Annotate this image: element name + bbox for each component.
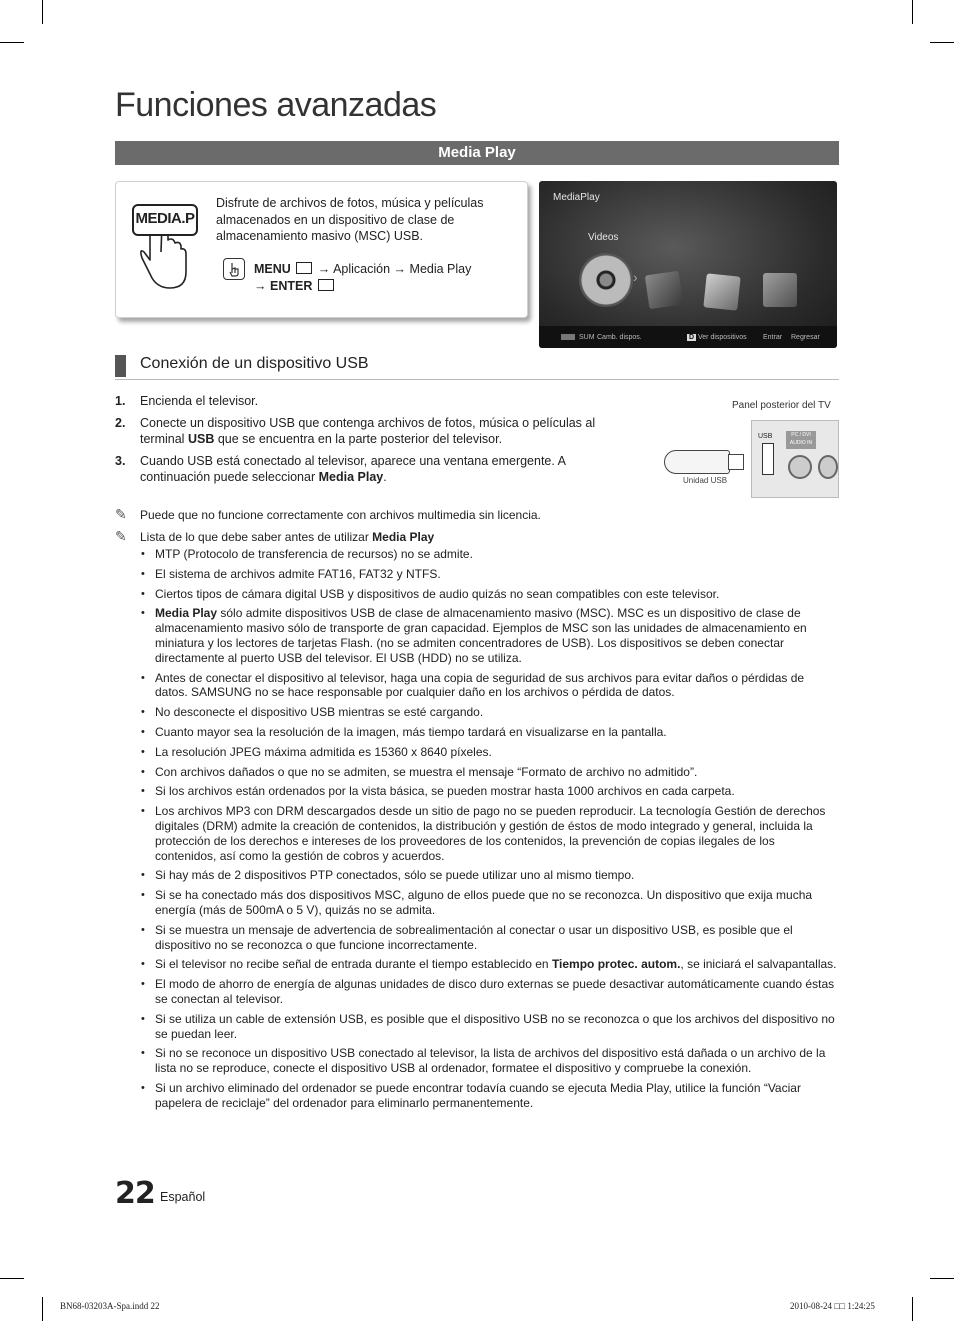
usb-stick-label: Unidad USB bbox=[683, 476, 728, 485]
print-footer-right: 2010-08-24 □□ 1:24:25 bbox=[790, 1301, 875, 1311]
usb-terminal-label: USB bbox=[187, 432, 215, 446]
language-label: Español bbox=[160, 1190, 206, 1204]
audio-jack-icon bbox=[818, 455, 838, 479]
list-item: • MTP (Protocolo de transferencia de recursos) no se admite. bbox=[115, 547, 839, 562]
list-item: • Los archivos MP3 con DRM descargados desde un sitio de pago no se pueden reproducir. La tecnología Gestión de derechos digitales (DRM) admite la creación de contenidos, la distribución y gestión de éstos de modo integrado y general, incluida la protección de los derechos e intereses de los proveedores de los contenidos, la prevención de copias ilegales de los contenidos, así como la gestión de cobros y acuerdos. bbox=[115, 804, 839, 863]
usb-plug-icon bbox=[728, 454, 744, 470]
page-number: 22 bbox=[115, 1176, 155, 1211]
audio-jack-icon bbox=[788, 455, 812, 479]
tv-footer-change: Camb. dispos. bbox=[597, 334, 642, 341]
info-description: Disfrute de archivos de fotos, música y películas almacenados en un dispositivo de clase de almacenamiento masivo (MSC) USB. bbox=[216, 196, 484, 243]
enter-label: ENTER bbox=[269, 279, 313, 293]
crop-mark bbox=[930, 1278, 954, 1279]
menu-label: MENU bbox=[254, 262, 291, 276]
list-item: • Si hay más de 2 dispositivos PTP conectados, sólo se puede utilizar uno al mismo tiempo. bbox=[115, 868, 839, 883]
tv-rear-panel bbox=[751, 420, 839, 498]
bullet-list bbox=[115, 547, 839, 1116]
list-item: • No desconecte el dispositivo USB mientras se esté cargando. bbox=[115, 705, 839, 720]
list-item: • Si se utiliza un cable de extensión USB, es posible que el dispositivo USB no se reconozca o que los archivos del dispositivo no se puedan leer. bbox=[115, 1012, 839, 1042]
media-p-button-icon: MEDIA.P bbox=[132, 204, 198, 236]
tv-footer bbox=[539, 326, 837, 348]
heading-marker bbox=[115, 355, 126, 377]
crop-mark bbox=[930, 42, 954, 43]
usb-port bbox=[762, 443, 774, 475]
list-item: • Cuanto mayor sea la resolución de la imagen, más tiempo tardará en visualizarse en la pantalla. bbox=[115, 725, 839, 740]
page-title: Funciones avanzadas bbox=[115, 86, 437, 124]
list-item: • Antes de conectar el dispositivo al televisor, haga una copia de seguridad de sus archivos para evitar daños o pérdidas de datos. SAMSUNG no se hace responsable por cualquier daño en los archivos o pérdida de datos. bbox=[115, 671, 839, 701]
subsection-heading bbox=[115, 353, 839, 380]
pencil-note-icon: ✎ bbox=[115, 506, 127, 522]
media-play-label: Media Play bbox=[409, 262, 472, 276]
list-item: • Si se muestra un mensaje de advertencia de sobrealimentación al conectar o usar un dispositivo USB, es posible que el dispositivo no se reconozca o que funcione incorrectamente. bbox=[115, 923, 839, 953]
tv-footer-sum: SUM bbox=[579, 334, 595, 341]
music-tile-icon bbox=[645, 271, 683, 309]
crop-mark bbox=[42, 0, 43, 24]
chevron-right-icon: › bbox=[633, 269, 638, 285]
list-item: • El modo de ahorro de energía de algunas unidades de disco duro externas se puede desactivar automáticamente cuando éstas se conectan al televisor. bbox=[115, 977, 839, 1007]
step-number: 1. bbox=[115, 394, 126, 408]
step-text-part: Cuando USB está conectado al televisor, aparece una ventana emergente. A continuación puede seleccionar bbox=[140, 454, 566, 484]
list-item-text: Si el televisor no recibe señal de entrada durante el tiempo establecido en bbox=[155, 957, 549, 972]
diagram-caption: Panel posterior del TV bbox=[732, 400, 831, 411]
media-play-label: Media Play bbox=[318, 470, 384, 484]
step-number: 2. bbox=[115, 416, 126, 430]
tv-title: MediaPlay bbox=[553, 192, 600, 203]
list-item: • Ciertos tipos de cámara digital USB y dispositivos de audio quizás no sean compatibles con este televisor. bbox=[115, 587, 839, 602]
list-item: • Si se ha conectado más dos dispositivos MSC, alguno de ellos puede que no se reconozca. Un dispositivo que exija mucha energía (más de 500mA o 5 V), quizás no se admita. bbox=[115, 888, 839, 918]
arrow-3: → bbox=[254, 279, 267, 293]
list-item: • Con archivos dañados o que no se admiten, se muestra el mensaje “Formato de archivo no admitido”. bbox=[115, 765, 839, 780]
media-play-label: Media Play bbox=[372, 530, 435, 544]
info-box bbox=[115, 181, 528, 318]
menu-icon bbox=[296, 262, 312, 274]
photo-tile-icon bbox=[703, 273, 740, 310]
subsection-title: Conexión de un dispositivo USB bbox=[140, 355, 369, 372]
pencil-note-icon: ✎ bbox=[115, 528, 127, 544]
pc-dvi-audio-label: PC / DVI AUDIO IN bbox=[786, 431, 816, 449]
tv-footer-view: Ver dispositivos bbox=[698, 334, 747, 341]
list-item-text: sólo admite dispositivos USB de clase de almacenamiento masivo (MSC). MSC es un dispositivo de clase de almacenamiento masivo sólo de transporte de gran capacidad. Ejemplos de MSC son las unidades de almacenamiento en miniatura y los lectores de tarjetas Flash. (no se admiten concentradores de USB). Los dispositivos se deben conectar directamente al puerto USB del televisor. El USB (HDD) no se utiliza. bbox=[155, 606, 807, 665]
note-text bbox=[140, 530, 840, 544]
step-text-part: que se encuentra en la parte posterior del televisor. bbox=[217, 432, 503, 446]
list-item: • Si los archivos están ordenados por la vista básica, se pueden mostrar hasta 1000 archivos en cada carpeta. bbox=[115, 784, 839, 799]
app-label: Aplicación bbox=[333, 262, 391, 276]
crop-mark bbox=[0, 42, 24, 43]
settings-tile-icon bbox=[763, 273, 797, 307]
usb-connection-diagram bbox=[660, 395, 840, 500]
tv-screen-image bbox=[539, 181, 837, 348]
step-text-part: . bbox=[383, 470, 387, 484]
step-text: Encienda el televisor. bbox=[140, 394, 259, 408]
usb-stick-icon bbox=[664, 450, 730, 474]
step-text bbox=[140, 453, 580, 485]
section-title: Media Play bbox=[115, 141, 839, 165]
usb-device-icon bbox=[561, 334, 575, 340]
tv-footer-enter: Entrar bbox=[763, 334, 783, 341]
list-item: • Si un archivo eliminado del ordenador se puede encontrar todavía cuando se ejecuta Media Play, utilice la función “Vaciar papelera de reciclaje” del ordenador para eliminarlo permanentemente. bbox=[115, 1081, 839, 1111]
tv-footer-back: Regresar bbox=[791, 334, 820, 341]
print-footer-left: BN68-03203A-Spa.indd 22 bbox=[60, 1301, 160, 1311]
step-text-part: Conecte un dispositivo USB que contenga archivos de fotos, música o películas al terminal bbox=[140, 416, 596, 446]
crop-mark bbox=[42, 1297, 43, 1321]
crop-mark bbox=[0, 1278, 24, 1279]
arrow-1: → bbox=[317, 262, 331, 276]
screensaver-setting-label: Tiempo protec. autom. bbox=[551, 957, 681, 972]
list-item: • La resolución JPEG máxima admitida es 15360 x 8640 píxeles. bbox=[115, 745, 839, 760]
tv-item-label: Videos bbox=[588, 232, 619, 243]
enter-icon bbox=[318, 279, 334, 291]
list-item: • El sistema de archivos admite FAT16, FAT32 y NTFS. bbox=[115, 567, 839, 582]
d-key-icon: D bbox=[689, 334, 695, 341]
media-play-label: Media Play bbox=[155, 606, 218, 621]
list-item bbox=[115, 606, 839, 665]
menu-path bbox=[254, 261, 514, 295]
note-text-part: Lista de lo que debe saber antes de utilizar bbox=[140, 530, 369, 544]
arrow-2: → bbox=[393, 262, 407, 276]
note-text: Puede que no funcione correctamente con archivos multimedia sin licencia. bbox=[140, 508, 541, 522]
list-item-text: , se iniciará el salvapantallas. bbox=[680, 957, 837, 972]
step-text bbox=[140, 415, 620, 447]
list-item bbox=[115, 957, 839, 972]
crop-mark bbox=[912, 1297, 913, 1321]
film-reel-icon bbox=[579, 253, 633, 307]
list-item: • Si no se reconoce un dispositivo USB conectado al televisor, la lista de archivos del dispositivo está dañada o un archivo de la lista no se reproduce, conecte el dispositivo USB al ordenador, formatee el dispositivo y compruebe la conexión. bbox=[115, 1046, 839, 1076]
crop-mark bbox=[912, 0, 913, 24]
usb-port-label: USB bbox=[758, 433, 773, 440]
step-number: 3. bbox=[115, 454, 126, 468]
remote-hand-icon bbox=[223, 258, 245, 280]
